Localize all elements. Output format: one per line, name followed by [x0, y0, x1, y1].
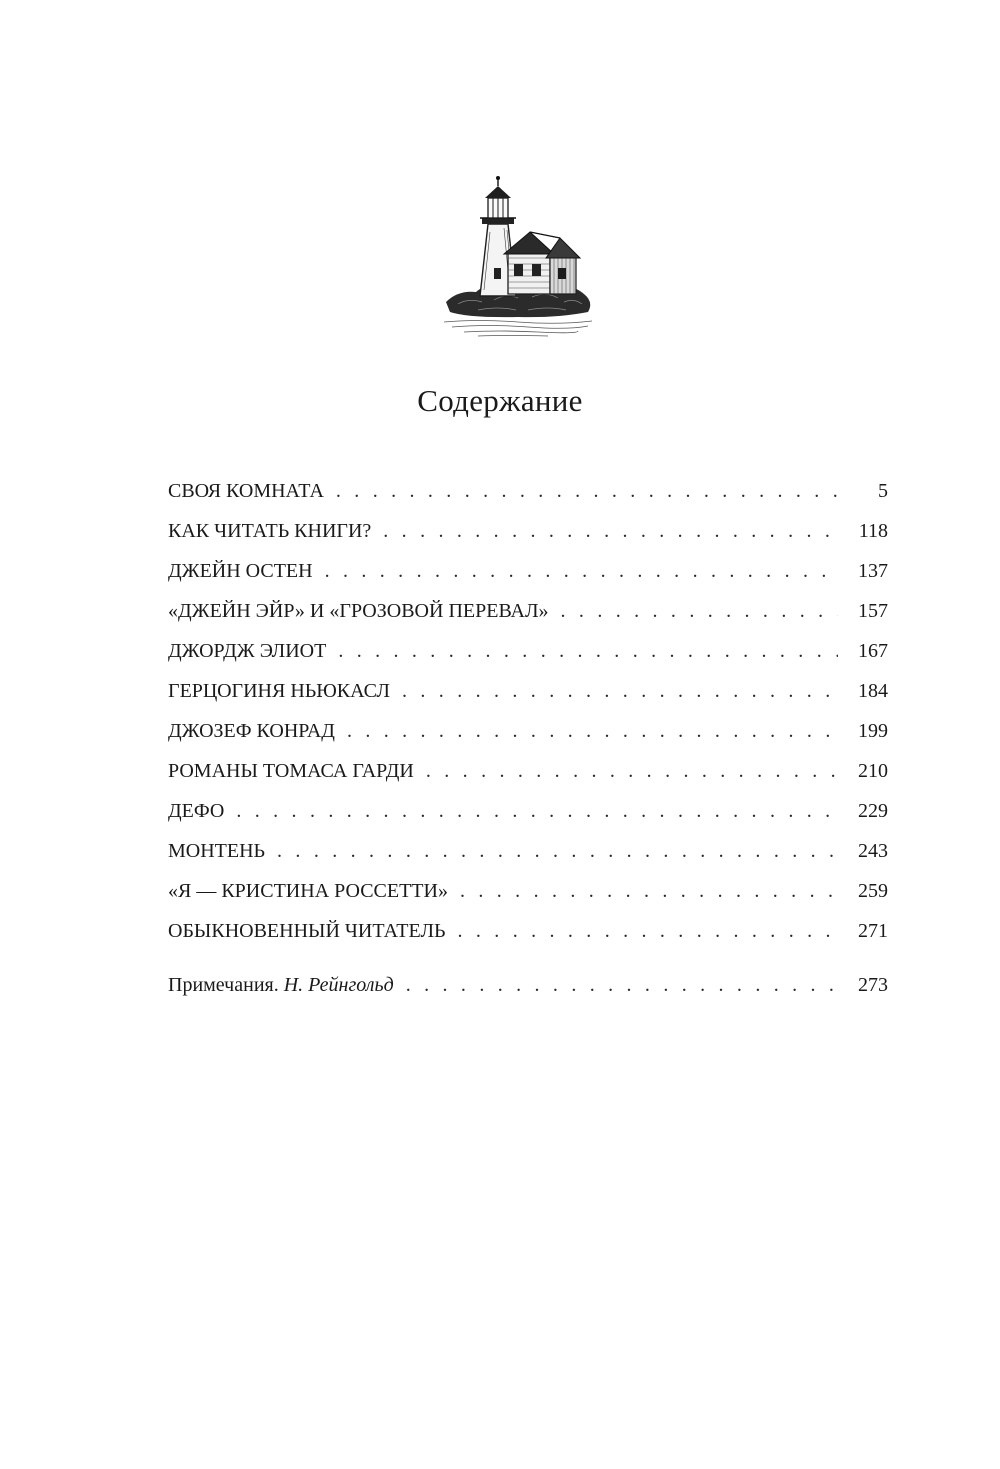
toc-entry-title: ГЕРЦОГИНЯ НЬЮКАСЛ [168, 680, 390, 702]
toc-entry[interactable] [168, 914, 888, 954]
toc-entry-title: МОНТЕНЬ [168, 840, 266, 862]
dot-leader [402, 674, 838, 708]
dot-leader [458, 914, 839, 948]
toc-entry[interactable] [168, 554, 888, 594]
dot-leader [277, 834, 838, 868]
toc-entry[interactable] [168, 674, 888, 714]
toc-entry-title: ДЖЕЙН ОСТЕН [168, 560, 313, 582]
toc-entry-title: ДЕФО [168, 800, 225, 822]
toc-entry-title: «ДЖЕЙН ЭЙР» И «ГРОЗОВОЙ ПЕРЕВАЛ» [168, 600, 549, 622]
toc-entry[interactable] [168, 874, 888, 914]
dot-leader [561, 594, 838, 628]
lighthouse-icon [438, 172, 598, 342]
dot-leader [460, 874, 838, 908]
toc-entry-page: 118 [858, 520, 888, 542]
toc-entry-page: 184 [858, 680, 888, 702]
toc-entry-title: КАК ЧИТАТЬ КНИГИ? [168, 520, 372, 542]
toc-entry-title: ДЖОЗЕФ КОНРАД [168, 720, 335, 742]
toc-entry-page: 199 [858, 720, 888, 742]
toc-entry-page: 167 [858, 640, 888, 662]
toc-entry[interactable] [168, 714, 888, 754]
toc-entry[interactable] [168, 634, 888, 674]
toc-entry-page: 157 [858, 600, 888, 622]
notes-label: Примечания. [168, 974, 279, 996]
toc-entry[interactable] [168, 594, 888, 634]
dot-leader [426, 754, 838, 788]
notes-title [168, 968, 394, 1002]
toc-entry-page: 229 [858, 800, 888, 822]
toc-entry[interactable] [168, 834, 888, 874]
toc-entry-notes[interactable] [168, 968, 888, 1008]
toc-entry[interactable] [168, 754, 888, 794]
toc-entry-title: ОБЫКНОВЕННЫЙ ЧИТАТЕЛЬ [168, 920, 446, 942]
toc-entry-title: СВОЯ КОМНАТА [168, 480, 324, 502]
dot-leader [336, 474, 838, 508]
toc-entry-page: 210 [858, 760, 888, 782]
dot-leader [325, 554, 838, 588]
notes-page: 273 [858, 974, 888, 996]
toc-entry[interactable] [168, 514, 888, 554]
dot-leader [383, 514, 838, 548]
toc-entry-page: 137 [858, 560, 888, 582]
dot-leader [347, 714, 838, 748]
dot-leader [406, 968, 838, 1002]
page-title: Содержание [417, 383, 583, 418]
toc-entry-page: 259 [858, 880, 888, 902]
dot-leader [338, 634, 838, 668]
table-of-contents [168, 474, 888, 1008]
notes-author: Н. Рейнгольд [283, 974, 394, 996]
toc-entry[interactable] [168, 474, 888, 514]
toc-entry-title: «Я — КРИСТИНА РОССЕТТИ» [168, 880, 448, 902]
toc-entry-page: 5 [878, 480, 888, 502]
toc-entry-page: 271 [858, 920, 888, 942]
toc-entry-page: 243 [858, 840, 888, 862]
dot-leader [236, 794, 838, 828]
toc-entry-title: РОМАНЫ ТОМАСА ГАРДИ [168, 760, 414, 782]
toc-entry[interactable] [168, 794, 888, 834]
toc-entry-title: ДЖОРДЖ ЭЛИОТ [168, 640, 327, 662]
